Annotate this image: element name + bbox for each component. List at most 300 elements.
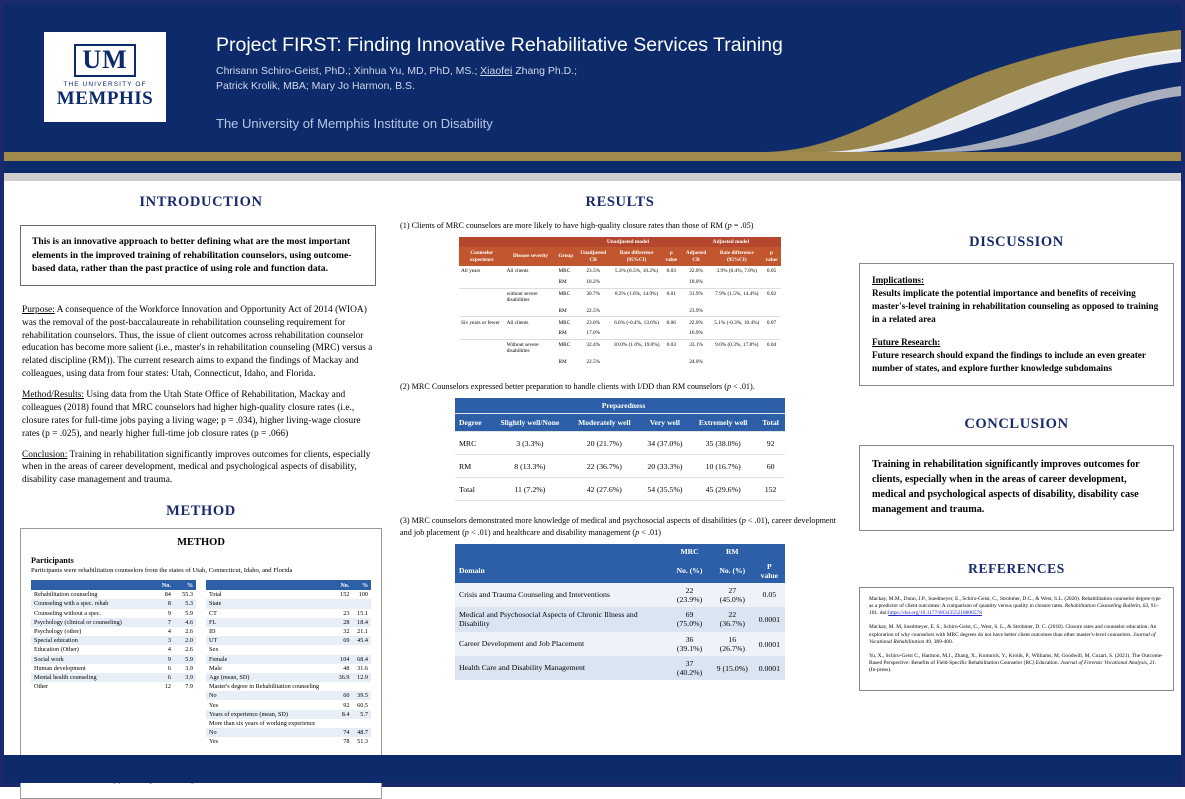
table-row xyxy=(206,590,371,599)
table-cell xyxy=(352,719,371,728)
column-right xyxy=(859,194,1174,691)
table-cell: 0.05 xyxy=(766,268,777,275)
table-cell: MRC xyxy=(556,288,575,305)
reference-journal: Rehabilitation Counseling Bulletin, 63, xyxy=(1064,602,1150,609)
table-cell: 37 (40.2%) xyxy=(668,656,711,680)
table-row xyxy=(206,609,371,618)
table-cell xyxy=(712,357,762,368)
table-cell: 100 xyxy=(358,591,368,599)
table-cell: without severe disabilities xyxy=(505,288,557,305)
table-column-header: Domain xyxy=(455,559,668,583)
table-cell: 21.1 xyxy=(357,628,368,636)
caption3-part-a: (3) MRC counselors demonstrated more knowledge of medical and psychosocial aspects of disabilities ( xyxy=(400,516,742,526)
caption1-part-a: (1) Clients of MRC counselors are more likely to have high-quality closure rates than those of RM ( xyxy=(400,221,728,230)
table-row xyxy=(206,599,371,608)
authors-line1-part2: Zhang Ph.D.; xyxy=(512,65,578,77)
table-cell: 60 xyxy=(766,461,775,471)
table-cell xyxy=(459,288,505,305)
table-cell: 34 (37.0%) xyxy=(647,438,683,448)
table-cell xyxy=(712,277,762,288)
table-cell: Medical and Psychosocial Aspects of Chronic Illness and Disability xyxy=(455,607,668,632)
table-cell: 42 (27.6%) xyxy=(586,484,622,494)
table-cell: 6.6% (-0.4%, 13.6%) xyxy=(611,317,661,328)
table-cell: 0.03 xyxy=(666,268,676,275)
table-cell: 22.0% xyxy=(681,317,712,328)
future-research-text: Future research should expand the findings to include an even greater number of states, and explore further knowledge subdomains xyxy=(872,350,1146,374)
table-cell: 3.9 xyxy=(185,664,193,672)
caption3-part-d: < .01) xyxy=(639,527,661,537)
table-cell xyxy=(662,277,681,288)
table-cell: 23.6% xyxy=(575,317,611,328)
table-cell: 60.5 xyxy=(357,701,368,709)
table-header-row xyxy=(206,580,371,590)
table-cell: 45.4 xyxy=(352,636,371,645)
table-cell xyxy=(352,599,371,608)
table-cell: 84 xyxy=(164,591,171,599)
column-center xyxy=(400,194,840,680)
column-left xyxy=(18,194,384,799)
table-row xyxy=(31,618,196,627)
logo-monogram-box xyxy=(74,44,135,77)
table-cell xyxy=(762,357,781,368)
table-cell: 20 (21.7%) xyxy=(586,438,622,448)
innovation-callout: This is an innovative approach to better defining what are the most important elements in the improved training of rehabilitation counselors, using outcome-based data, rather than the past practice of using role and function data. xyxy=(20,225,376,286)
table-cell xyxy=(662,328,681,339)
table-cell: 33.1% xyxy=(681,339,712,356)
table-cell: 5.3% (0.5%, 10.2%) xyxy=(614,268,659,275)
table-group-header: RM xyxy=(711,544,754,559)
table-cell: 32 xyxy=(343,628,350,636)
results-heading: RESULTS xyxy=(585,194,655,210)
table-row xyxy=(206,664,371,673)
table-body xyxy=(455,583,785,680)
table-header-row xyxy=(31,580,196,590)
table-cell xyxy=(505,305,557,316)
table-column-header: No. xyxy=(334,580,353,590)
table-row xyxy=(455,478,785,501)
purpose-label: Purpose: xyxy=(22,304,55,315)
table-column-header: Rate difference (95%CI) xyxy=(611,247,661,266)
table-cell: 55.3 xyxy=(182,591,193,599)
table-column-header: No. (%) xyxy=(711,559,754,583)
table-row xyxy=(31,655,196,664)
table-cell xyxy=(334,682,353,691)
table-cell: Crisis and Trauma Counseling and Interventions xyxy=(455,583,668,607)
table-group-header: Preparedness xyxy=(491,398,756,414)
caption3-italic-1: p xyxy=(741,516,746,526)
authors-line2: Patrick Krolik, MBA; Mary Jo Harmon, B.S. xyxy=(216,80,415,93)
table-column-header xyxy=(206,580,334,590)
table-cell: 48.7 xyxy=(352,728,371,737)
table-cell: 92 xyxy=(766,438,775,448)
references-box xyxy=(859,587,1174,691)
conclusion-box: Training in rehabilitation significantly improves outcomes for clients, especially when in the areas of career development, medical and psychological aspects of disability, disability case management and trauma. xyxy=(859,445,1174,530)
table-row xyxy=(455,607,785,632)
table-row xyxy=(455,455,785,478)
method-table-left-wrap xyxy=(31,580,196,746)
purpose-text: A consequence of the Workforce Innovation and Opportunity Act of 2014 (WIOA) was the removal of the post-baccalaureate in rehabilitation counseling requirement for rehabilitation counselors. Thus, the issue of client outcomes across rehabilitation counselor education has become more salient (i.e., master's in rehabilitation counseling (MRC) versus a related discipline (RM)). The current research aims to expand the findings of Mackay and colleagues, using data from four states: Utah, Connecticut, Idaho, and Florida. xyxy=(22,304,373,380)
table-column-header: Group xyxy=(556,247,575,266)
table-row xyxy=(455,656,785,680)
table-cell: 54 (35.5%) xyxy=(647,484,683,494)
purpose-paragraph xyxy=(22,304,380,381)
table-cell: Psychology (other) xyxy=(34,628,82,636)
table-cell: No xyxy=(206,728,334,737)
table-cell: 69 xyxy=(334,636,353,645)
table-row xyxy=(206,691,371,700)
author-list xyxy=(216,64,916,94)
university-logo xyxy=(44,32,166,122)
method-table-right-wrap xyxy=(206,580,371,746)
table-cell: 12 xyxy=(164,683,171,691)
conclusion-label: Conclusion: xyxy=(22,449,68,460)
table-cell: 0.0001 xyxy=(754,632,785,656)
table-row xyxy=(459,317,781,328)
caption3-part-b: < .01), career development and job placement ( xyxy=(400,516,836,537)
participants-text: Participants were rehabilitation counselors from the states of Utah, Connecticut, Idaho, and Florida xyxy=(31,567,293,575)
table-cell: Yes xyxy=(209,701,219,709)
authors-line1-underlined: Xiaofei xyxy=(480,65,513,77)
table-cell: 0.07 xyxy=(762,317,781,328)
page-title: Project FIRST: Finding Innovative Rehabilitative Services Training xyxy=(216,34,783,56)
table-group-header-blank xyxy=(756,398,785,414)
implications-block xyxy=(872,274,1161,326)
table-cell xyxy=(611,305,661,316)
participants-label: Participants xyxy=(31,556,74,566)
table-column-header: Counselor experience xyxy=(459,247,505,266)
table3-wrapper xyxy=(455,544,785,680)
table-cell: 9 xyxy=(154,655,174,664)
table-cell: 28 xyxy=(334,618,353,627)
table-column-header xyxy=(31,580,154,590)
implications-label: Implications: xyxy=(872,275,925,285)
method-box-title: METHOD xyxy=(177,537,225,549)
table-cell: 7.9 xyxy=(185,683,193,691)
table-cell: 8 (13.3%) xyxy=(514,461,546,471)
table-cell xyxy=(459,357,505,368)
table-row xyxy=(31,673,196,682)
reference-text: Mackay, M.M., Dunn, J.P., Suedmeyer, E., Schiro-Geist, C., Strohmer, D.C., & West, S.L. (2020). Rehabilitation counselor degree type as a predictor of client outcomes: A comparison of quantity versus quality in closure rates. xyxy=(869,595,1161,609)
table-cell: 22.0% xyxy=(689,268,703,275)
table-cell: Other xyxy=(34,683,49,691)
table-column-header: Extremely well xyxy=(690,414,756,432)
table-row xyxy=(206,710,371,719)
table-row xyxy=(459,339,781,356)
reference-pages: (In-press). xyxy=(869,667,892,674)
table-row xyxy=(206,618,371,627)
table-cell xyxy=(459,328,505,339)
caption2-italic: p xyxy=(726,382,732,392)
table-cell: 152 xyxy=(340,591,350,599)
table-cell: 0.05 xyxy=(754,583,785,607)
table-row xyxy=(206,719,371,728)
table-cell: RM xyxy=(558,307,567,314)
table-cell xyxy=(762,305,781,316)
table-column-header: p value xyxy=(762,247,781,266)
table-cell: 6 xyxy=(154,673,174,682)
table-cell: 16 (26.7%) xyxy=(711,632,754,656)
table-cell: Without severe disabilities xyxy=(505,339,557,356)
footer-bar xyxy=(4,755,1181,783)
table-cell: Rehabilitation counseling xyxy=(34,591,98,599)
table-cell xyxy=(334,599,353,608)
table-cell: 8 xyxy=(154,599,174,608)
table-group-header xyxy=(455,544,668,559)
table-cell: UT xyxy=(206,636,334,645)
table-cell: 15.1 xyxy=(357,609,368,617)
table-column-header: P value xyxy=(754,559,785,583)
table-row xyxy=(31,682,196,691)
table-column-header: Very well xyxy=(640,414,690,432)
table-cell: 0.0001 xyxy=(754,656,785,680)
table-cell: 7.9% (1.5%, 14.4%) xyxy=(712,288,762,305)
table-cell: 0.04 xyxy=(762,339,781,356)
table-cell xyxy=(334,645,353,654)
table-cell: All clients xyxy=(505,317,557,328)
table-cell: 0.02 xyxy=(762,288,781,305)
divider-gold xyxy=(4,152,1181,161)
table1-wrapper xyxy=(459,237,781,367)
table-cell: RM xyxy=(558,330,567,337)
table-cell: 32.4% xyxy=(575,339,611,356)
table-cell: 30.7% xyxy=(575,288,611,305)
table-cell: 9 (15.0%) xyxy=(711,656,754,680)
table-cell: 0.01 xyxy=(662,288,681,305)
table-column-header: % xyxy=(352,580,371,590)
table-row xyxy=(206,645,371,654)
table-cell: Age (mean, SD) xyxy=(206,673,334,682)
table-column-header: % xyxy=(174,580,196,590)
logo-line2: MEMPHIS xyxy=(56,88,154,109)
table-row xyxy=(459,288,781,305)
table-column-header: No. xyxy=(154,580,174,590)
table-knowledge-domains xyxy=(455,544,785,680)
table-cell: 4 xyxy=(167,646,171,654)
results-caption-2 xyxy=(400,381,840,392)
table-cell: Male xyxy=(209,664,222,672)
table-cell: 69 (75.0%) xyxy=(668,607,711,632)
table-cell: 23 xyxy=(343,609,350,617)
table-cell: 12.9 xyxy=(352,673,371,682)
results-caption-1 xyxy=(400,220,840,231)
table-cell xyxy=(611,328,661,339)
table-cell: 6 xyxy=(167,664,171,672)
table-row xyxy=(31,627,196,636)
table-cell: 4.6 xyxy=(174,618,196,627)
table-cell: 5.9 xyxy=(174,655,196,664)
table-row xyxy=(206,737,371,746)
table-row xyxy=(206,636,371,645)
table-cell: 0.06 xyxy=(662,317,681,328)
table-cell: 8.2% (1.6%, 14.9%) xyxy=(611,288,661,305)
table-cell: 5.3 xyxy=(174,599,196,608)
table-group-header: MRC xyxy=(668,544,711,559)
table-cell: State xyxy=(206,599,334,608)
caption3-part-c: < .01) and healthcare and disability management ( xyxy=(468,527,636,537)
table-cell xyxy=(334,719,353,728)
introduction-heading: INTRODUCTION xyxy=(139,194,263,210)
table-cell: Counseling without a spec. xyxy=(34,609,102,617)
table-cell: CT xyxy=(209,609,217,617)
table-cell: Health Care and Disability Management xyxy=(455,656,668,680)
table-cell: Total xyxy=(209,591,222,599)
table-cell: Six years or fewer xyxy=(459,317,505,328)
table-cell: 0.03 xyxy=(662,339,681,356)
divider-navy xyxy=(4,161,1181,173)
table-cell: 31.9% xyxy=(681,288,712,305)
table-cell: MRC xyxy=(558,268,571,275)
table-cell: 48 xyxy=(343,664,350,672)
table-cell: 9 xyxy=(167,609,171,617)
table-cell: All clients xyxy=(506,268,529,275)
table-cell: MRC xyxy=(556,317,575,328)
table2-wrapper xyxy=(455,398,785,501)
table-cell: Counseling with a spec. rehab xyxy=(31,599,154,608)
table-row xyxy=(459,328,781,339)
caption2-part-a: (2) MRC Counselors expressed better preparation to handle clients with I/DD than RM counselors ( xyxy=(400,382,727,392)
references-heading: REFERENCES xyxy=(968,560,1065,576)
table-cell: 4 xyxy=(167,628,171,636)
table-cell: Career Development and Job Placement xyxy=(455,632,668,656)
reference-journal: Journal of Vocational Rehabilitation 49, xyxy=(869,631,1156,645)
table-cell: 5.9 xyxy=(185,609,193,617)
affiliation: The University of Memphis Institute on Disability xyxy=(216,116,493,132)
table-row xyxy=(206,700,371,709)
table-cell: More than six years of working experience xyxy=(209,719,316,727)
table-cell: 3 xyxy=(154,636,174,645)
table-cell: 78 xyxy=(343,738,350,746)
table-cell xyxy=(762,277,781,288)
table-cell: 104 xyxy=(334,655,353,664)
table-cell: 16.9% xyxy=(689,330,703,337)
table-cell: 18.0% xyxy=(689,279,703,286)
table-cell: 3.9% (0.4%, 7.8%) xyxy=(716,268,758,275)
table-cell: Mental health counseling xyxy=(31,673,154,682)
table-column-header: p value xyxy=(662,247,681,266)
table-row xyxy=(459,277,781,288)
table-cell xyxy=(505,328,557,339)
table-cell: 3.9 xyxy=(174,673,196,682)
table-cell: 22 (23.9%) xyxy=(668,583,711,607)
table-cell: RM xyxy=(558,358,567,365)
table-cell: 5.1% (-0.3%, 10.4%) xyxy=(712,317,762,328)
table-cell xyxy=(352,645,371,654)
table-column-header: Adjusted CR xyxy=(681,247,712,266)
table-column-header: Disease severity xyxy=(505,247,557,266)
caption3-italic-2: p xyxy=(464,527,469,537)
table-column-header: No. (%) xyxy=(668,559,711,583)
table-cell: Master's degree in Rehabilitation counseling xyxy=(209,683,320,691)
table-cell: 23.5% xyxy=(586,268,601,275)
caption1-part-b: = .05) xyxy=(731,221,754,230)
reference-item xyxy=(869,596,1164,618)
table-cell: 2.6 xyxy=(185,646,193,654)
method-results-text: Using data from the Utah State Office of Rehabilitation, Mackay and colleagues (2018) found that MRC counselors had higher high-quality closure rates (i.e., closure rates for full-time jobs paying a living wage; p = .034), higher living-wage closure rates (p = .025), and nearly higher full-time job closure rates (p = .066) xyxy=(22,390,361,439)
table-cell: 22.5% xyxy=(586,307,601,314)
table-row xyxy=(31,645,196,654)
table-cell: MRC xyxy=(459,438,477,448)
table-cell: FL xyxy=(206,618,334,627)
table-cell: 9.0% (0.3%, 17.8%) xyxy=(712,339,762,356)
table-cell: Human development xyxy=(34,664,86,672)
reference-pages: 389-400. xyxy=(932,638,954,645)
authors-line1-part1: Chrisann Schiro-Geist, PhD.; Xinhua Yu, MD, PhD, MS.; xyxy=(216,65,481,77)
table-cell: 74 xyxy=(334,728,353,737)
table-cell: 45 (29.6%) xyxy=(705,484,741,494)
table-cell xyxy=(459,277,505,288)
caption2-part-b: < .01). xyxy=(731,382,755,392)
table-cell xyxy=(762,328,781,339)
table-body xyxy=(31,590,196,691)
table-cell xyxy=(505,277,557,288)
table-cell: Sex xyxy=(209,646,219,654)
discussion-heading: DISCUSSION xyxy=(969,234,1064,250)
table-cell: 22 (36.7%) xyxy=(586,461,622,471)
table-cell: 2.0 xyxy=(174,636,196,645)
table-header-row xyxy=(455,559,785,583)
table-group-header xyxy=(459,237,575,247)
table-cell: 31.6 xyxy=(357,664,368,672)
table-body xyxy=(459,266,781,367)
table-row xyxy=(206,673,371,682)
table-cell xyxy=(712,328,762,339)
logo-monogram: UM xyxy=(82,45,128,74)
table-cell: 5.7 xyxy=(352,710,371,719)
table-cell: 0.0001 xyxy=(754,607,785,632)
table-cell: No xyxy=(206,691,334,700)
table-cell xyxy=(459,305,505,316)
table-group-header: Adjusted model xyxy=(681,237,781,247)
table-column-header: Degree xyxy=(455,414,491,432)
future-research-label: Future Research: xyxy=(872,337,941,348)
table-cell: 17.0% xyxy=(586,330,601,337)
table-preparedness xyxy=(455,398,785,501)
table-row xyxy=(459,357,781,368)
table-column-header: Rate difference (95%CI) xyxy=(712,247,762,266)
table-cell: Yes xyxy=(209,738,219,746)
table-group-header-row xyxy=(459,237,781,247)
table-cell: 11 (7.2%) xyxy=(514,484,546,494)
table-cell: 23.9% xyxy=(689,307,703,314)
table-cell: Special education xyxy=(31,636,154,645)
table-cell xyxy=(352,682,371,691)
reference-text: Yu, X., Schiro-Geist C., Harmon, M.J., Zhang, X., Kumnick, Y., Krolik, P., Williams, M, Goodwill, M, Cozart, S. (2021). The Outcome-Based Perspective: Benefits of Field-Specific Rehabilitation Counselor (RC) Education. xyxy=(869,652,1164,667)
table-column-header: Total xyxy=(756,414,785,432)
poster-header xyxy=(4,4,1181,152)
table-cell: 36 (39.1%) xyxy=(668,632,711,656)
table-column-header: Unadjusted CR xyxy=(575,247,611,266)
table-cell: 68.4 xyxy=(352,655,371,664)
table-group-header-blank xyxy=(455,398,491,414)
table-cell: 8.4 xyxy=(334,710,353,719)
table-cell: 92 xyxy=(343,701,350,709)
table-cell xyxy=(611,277,661,288)
table-cell: 35 (38.0%) xyxy=(705,438,741,448)
table-body xyxy=(206,590,371,746)
reference-item xyxy=(869,624,1164,646)
table-header-row xyxy=(455,414,785,432)
reference-doi-link[interactable]: https://doi.org/10.1177/0034355218806578 xyxy=(888,610,982,617)
table-cell: MRC xyxy=(556,339,575,356)
table-column-header: Moderately well xyxy=(569,414,640,432)
table-group-header-row xyxy=(455,544,785,559)
table-header-row xyxy=(459,247,781,266)
title-block xyxy=(216,34,916,131)
logo-line1: THE UNIVERSITY OF xyxy=(63,81,147,88)
caption3-italic-3: p xyxy=(635,527,640,537)
divider-grey xyxy=(4,173,1181,181)
table-cell: RM xyxy=(459,461,472,471)
